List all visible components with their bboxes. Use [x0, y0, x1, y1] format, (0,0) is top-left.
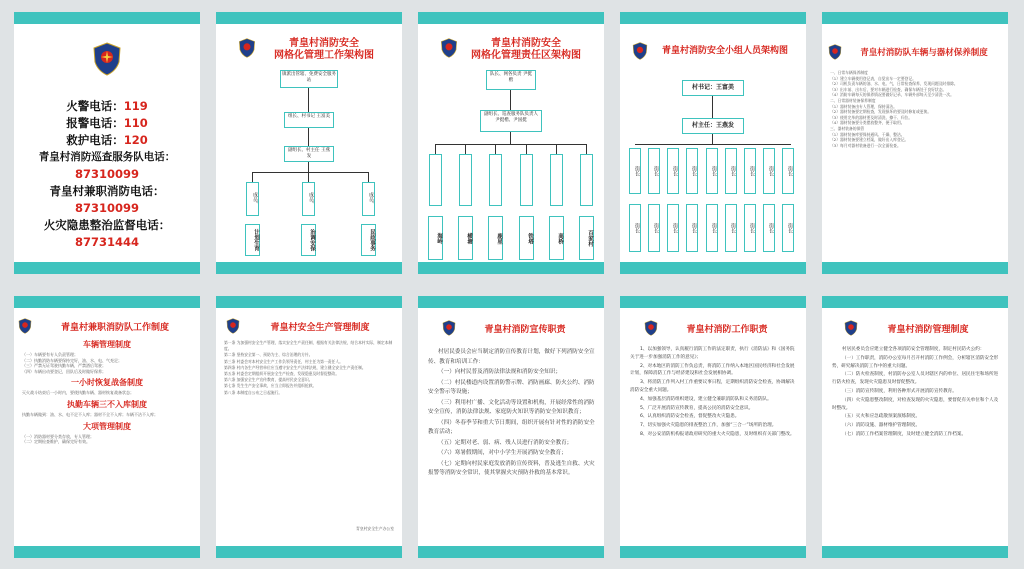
node-second: 村主任：王燕发 — [682, 118, 744, 134]
node-branch-head: 成员、 — [246, 182, 259, 216]
connector — [435, 144, 587, 145]
node-street-lower: 街长 — [782, 204, 794, 252]
node-member — [520, 154, 533, 206]
node-top: 村书记：王富美 — [682, 80, 744, 96]
bottom-band — [822, 546, 1008, 558]
top-band — [620, 12, 806, 24]
node-member — [429, 154, 442, 206]
node-branch-head: 成员、 — [362, 182, 375, 216]
top-band — [216, 296, 402, 308]
board-body: 1、以加强领导，认真履行消防工作的法定职责，执行《消防法》和《国务院关于进一步加强消防工作的意见》； 2、对本地区的消防工作负总责，将消防工作纳入本地区国民经济和社会发展计划，保障消防工作与经济建设和社会发展相协调。 3、将消防工作列入村工作重要议事日程，定期组织消防安全检查，协调解决消防安全重大问题。 4、加强基层消防组织建设，建立健全兼职消防队和义务消防队。 5、广泛开展消防宣传教育，提高公民的消防安全意识。 6、认真组织消防安全检查，督促整改火灾隐患。 7、切实加强火灾隐患的排查整治工作，加强“三合一”场所的治理。 8、对公安消防机构报请政府研究的重大火灾隐患，及时组织有关部门整改。 — [630, 347, 795, 437]
node-branch-sub: 治调安保 — [301, 224, 316, 256]
top-band — [620, 296, 806, 308]
board-title: 青皇村消防安全 网格化管理工作架构图 — [274, 38, 374, 61]
connector — [712, 96, 713, 118]
node-deputy: 副组长、村主任 王燕发 — [284, 146, 334, 162]
connector — [308, 128, 309, 146]
board-publicity-duties — [418, 296, 604, 558]
node-area: 鹿星 — [488, 216, 503, 260]
connector — [495, 144, 496, 154]
node-street-upper: 街长 — [667, 148, 679, 194]
node-branch-head: 成员、 — [302, 182, 315, 216]
node-street-lower: 街长 — [629, 204, 641, 252]
board-vehicle-maintenance — [822, 12, 1008, 274]
top-band — [822, 12, 1008, 24]
board-parttime-team-rules — [14, 296, 200, 558]
sub-heading: 大项管理制度 — [83, 421, 131, 431]
node-branch-sub: 计划生育 — [245, 224, 260, 256]
bottom-band — [216, 262, 402, 274]
sub-heading: 车辆管理制度 — [83, 340, 131, 349]
top-band — [418, 12, 604, 24]
node-area: 海岭 — [428, 216, 443, 260]
board-grid-management-chart — [216, 12, 402, 274]
connector — [252, 172, 253, 182]
fire-emblem-icon — [18, 318, 32, 334]
fire-emblem-icon — [226, 318, 240, 334]
node-street-lower: 街长 — [706, 204, 718, 252]
connector — [556, 144, 557, 154]
board-title: 青皇村兼职消防队工作制度 — [60, 323, 169, 333]
top-band — [14, 296, 200, 308]
node-area: 横塘 — [458, 216, 473, 260]
sub-heading: 一小时恢复战备制度 — [71, 378, 143, 388]
connector — [465, 144, 466, 154]
node-street-upper: 街长 — [725, 148, 737, 194]
fire-emblem-icon — [442, 320, 456, 336]
phone-patrol-label: 青皇村消防巡查服务队电话： — [38, 151, 176, 163]
bottom-band — [620, 546, 806, 558]
board-title: 青皇村消防工作职责 — [686, 325, 768, 335]
board-title: 青皇村消防安全小组人员架构图 — [661, 46, 788, 56]
connector — [712, 134, 713, 144]
board-title: 青皇村消防宣传职责 — [484, 325, 566, 335]
connector — [635, 144, 791, 145]
phone-ambulance: 救护电话：120 — [66, 133, 148, 147]
phone-police: 报警电话：110 — [66, 116, 148, 130]
top-band — [418, 296, 604, 308]
board-title: 青皇村消防安全 网格化管理责任区架构图 — [471, 38, 581, 61]
board-emergency-phones — [14, 12, 200, 274]
board-body: 车辆管理制度 （一）车辆要有专人负责管理； （二）执勤消防车辆要保持完好，油、水、电、气充足； （三）严禁无证驾驶执勤车辆，严禁酒后驾驶； （四）车辆出动要登记，回队后及时做好保养； 一小时恢复战备制度 灭火战斗结束后一小时内，要使执勤车辆、器材恢复战备状态； 执勤车辆三不入库制度 执勤车辆做到：油、水、电不足不入库；器材不全不入库；车辆不洁不入库； 大项管理制度 （一）消防器材要分类存放，专人管理； （二）定期检查维护，确保完好有效。 — [22, 336, 192, 445]
fire-emblem-icon — [238, 38, 256, 58]
board-body: 第一条 为加强村安全生产管理，落实安全生产责任制，根据有关法律法规，结合本村实际，制定本制度。 第二条 坚持安全第一、预防为主、综合治理的方针。 第三条 村委会对本村安全生产工作负领导责任，村主任为第一责任人。 第四条 村内各生产经营单位应当遵守安全生产法律法规，建立健全安全生产责任制。 第五条 村委会定期组织开展安全生产检查，发现隐患及时督促整改。 第六条 加强安全生产宣传教育，提高村民安全意识。 第七条 发生生产安全事故，应当立即报告并组织抢救。 第八条 本制度自公布之日起施行。 — [224, 340, 393, 395]
bottom-band — [14, 262, 200, 274]
connector — [308, 162, 309, 172]
bottom-band — [418, 262, 604, 274]
connector — [510, 132, 511, 144]
bottom-band — [822, 262, 1008, 274]
phone-parttime-value: 87310099 — [74, 201, 139, 215]
connector — [308, 172, 309, 182]
connector — [368, 172, 369, 182]
connector — [586, 144, 587, 154]
board-safety-production-rules — [216, 296, 402, 558]
node-street-upper: 街长 — [686, 148, 698, 194]
bottom-band — [418, 546, 604, 558]
node-second: 副组长、巡查服务队负责人 尹挺楷、尹国挺 — [480, 110, 542, 132]
node-area: 百家村 — [579, 216, 594, 260]
fire-emblem-icon — [828, 44, 842, 60]
fire-emblem-icon — [644, 320, 658, 336]
connector — [510, 90, 511, 110]
fire-emblem-icon — [632, 42, 648, 60]
top-band — [822, 296, 1008, 308]
node-street-upper: 街长 — [648, 148, 660, 194]
connector — [308, 88, 309, 112]
board-title: 青皇村消防管理制度 — [887, 325, 969, 335]
node-top: 镇派出管辖、免费安全服务站 — [280, 70, 338, 88]
board-body: 村居民委员会应建立健全各项消防安全管理制度，制定村民防火公约： （一）工作职责，消防办公室每月召开村消防工作例会，分析辖区消防安全形势，研究解决消防工作中的重大问题。 （二）防火检查制度，村消防办公室人员对辖区内的单位、居民住宅和场所进行防火检查，发现火灾隐患及时督促整改。 （三）消防宣传制度，利用各种形式开展消防宣传教育。 （四）火灾隐患整改制度，对检查发现的火灾隐患，要督促有关单位和个人及时整改。 （五）灭火和应急疏散预案演练制度。 （六）消防设施、器材维护管理制度。 （七）消防工作档案管理制度，及时建立健全消防工作档案。 — [832, 347, 999, 437]
node-top: 队长、网各负责 尹挺楷 — [486, 70, 536, 90]
board-responsibility-area-chart — [418, 12, 604, 274]
node-street-lower: 街长 — [686, 204, 698, 252]
node-street-lower: 街长 — [667, 204, 679, 252]
node-member — [550, 154, 563, 206]
board-title: 青皇村消防队车辆与器材保养制度 — [860, 48, 988, 58]
node-street-upper: 街长 — [706, 148, 718, 194]
fire-emblem-icon — [92, 42, 122, 76]
connector — [435, 144, 436, 154]
board-fire-work-duties — [620, 296, 806, 558]
node-street-lower: 街长 — [744, 204, 756, 252]
board-fire-management-rules — [822, 296, 1008, 558]
phone-hazard-label: 火灾隐患整治监督电话： — [43, 218, 171, 232]
node-area: 铁塔 — [519, 216, 534, 260]
phone-parttime-label: 青皇村兼职消防电话： — [49, 184, 165, 198]
phone-patrol-value: 87310099 — [74, 167, 139, 181]
connector — [252, 172, 368, 173]
node-member — [580, 154, 593, 206]
phone-list — [14, 98, 200, 251]
node-branch-sub: 民政事务 — [361, 224, 376, 256]
node-leader: 组长、村书记 王富美 — [284, 112, 334, 128]
node-member — [459, 154, 472, 206]
fire-emblem-icon — [844, 320, 858, 336]
node-street-upper: 街长 — [763, 148, 775, 194]
board-footer: 青皇村安全生产办公室 — [356, 526, 394, 531]
phone-hazard-value: 87731444 — [74, 235, 139, 249]
node-street-upper: 街长 — [629, 148, 641, 194]
top-band — [14, 12, 200, 24]
board-body: 一、日常车辆保养制度 （1）建立车辆使用登记表，自觉出车一定要登记。 （2）司机负责车辆的油、水、电、气，日常检查保养，发现问题及时排除。 （3）出车前、出车后，要对车辆进行检查，确保车辆处于良好状态。 （4）消防车辆每天的保养情况要做好记录，车辆外部每天至少清洗一次。 二、日常器材装备保养制度 （1）器材装备由专人管理，保持清洁。 （2）器材装备要定期检查，发现损坏的要及时修复或更换。 （3）使用完毕的器材要及时清洗、擦干、归位。 （4）器材装备要分类摆放整齐，便于取用。 三、器材装备的保管 （1）器材装备库要保持通风、干燥、整洁。 （2）器材装备要建立档案，做好出入库登记。 （3）每月对器材装备进行一次全面检查。 — [830, 70, 958, 148]
board-team-structure-chart — [620, 12, 806, 274]
sub-heading: 执勤车辆三不入库制度 — [67, 399, 147, 409]
node-street-lower: 街长 — [763, 204, 775, 252]
connector — [526, 144, 527, 154]
node-member — [489, 154, 502, 206]
bottom-band — [620, 262, 806, 274]
node-street-lower: 街长 — [725, 204, 737, 252]
phone-fire: 火警电话：119 — [66, 99, 148, 113]
bottom-band — [14, 546, 200, 558]
node-area: 高桥 — [549, 216, 564, 260]
board-body: 村居民委员会应当制定消防宣传教育计划，做好下列消防安全宣传、教育和培训工作： （一）向村民普及消防法律法规和消防安全知识； （二）村民楼道内设置消防警示牌、消防画廊、防火公约、消防安全警示等设施； （三）利用村广播、文化活动等设置和机构，开展经常性的消防安全宣传，消防法律法规、家庭防火知识等消防安全知识教育； （四）冬春季节和重大节日期间，组织开展有针对性的消防安全教育活动； （五）定期对老、弱、病、残人员进行消防安全教育； （六）寒暑假期间，对中小学生开展消防安全教育； （七）定期向村民家庭发放消防宣传资料，普及逃生自救、火灾报警等消防安全常识，使其掌握火灾预防扑救的基本常识。 — [428, 349, 595, 476]
node-street-upper: 街长 — [782, 148, 794, 194]
top-band — [216, 12, 402, 24]
node-street-upper: 街长 — [744, 148, 756, 194]
node-street-lower: 街长 — [648, 204, 660, 252]
board-title: 青皇村安全生产管理制度 — [270, 323, 370, 333]
bottom-band — [216, 546, 402, 558]
